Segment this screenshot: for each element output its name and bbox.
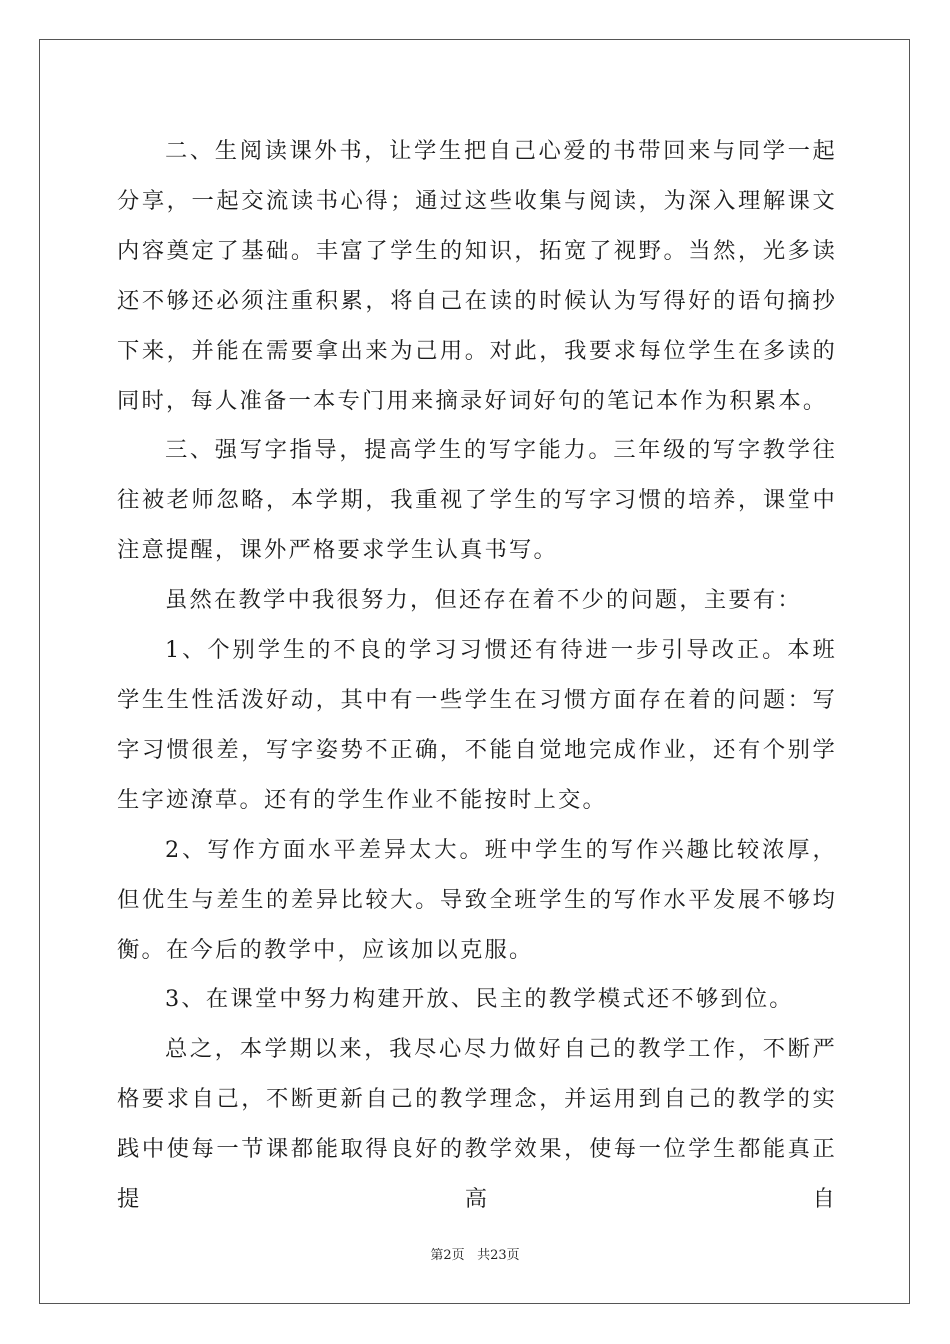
- paragraph: 1、个别学生的不良的学习习惯还有待进一步引导改正。本班学生生性活泼好动，其中有一些学生在习惯方面存在着的问题：写字习惯很差，写字姿势不正确，不能自觉地完成作业，还有个别学生字迹潦草。还有的学生作业不能按时上交。: [117, 637, 837, 813]
- page-number: 第2页: [430, 1248, 465, 1263]
- paragraph: 虽然在教学中我很努力，但还存在着不少的问题，主要有：: [165, 587, 802, 614]
- document-body: [117, 127, 837, 1225]
- paragraph: 二、生阅读课外书，让学生把自己心爱的书带回来与同学一起分享，一起交流读书心得；通过这些收集与阅读，为深入理解课文内容奠定了基础。丰富了学生的知识，拓宽了视野。当然，光多读还不够还必须注重积累，将自己在读的时候认为写得好的语句摘抄下来，并能在需要拿出来为己用。对此，我要求每位学生在多读的同时，每人准备一本专门用来摘录好词好句的笔记本作为积累本。: [117, 138, 837, 414]
- paragraph: 3、在课堂中努力构建开放、民主的教学模式还不够到位。: [165, 986, 794, 1013]
- paragraph: 三、强写字指导，提高学生的写字能力。三年级的写字教学往往被老师忽略，本学期，我重视了学生的写字习惯的培养，课堂中注意提醒，课外严格要求学生认真书写。: [117, 437, 837, 564]
- paragraph: 总之，本学期以来，我尽心尽力做好自己的教学工作，不断严格要求自己，不断更新自己的教学理念，并运用到自己的教学的实践中使每一节课都能取得良好的教学效果，使每一位学生都能真正提高自: [117, 1036, 837, 1213]
- page-total: 共23页: [477, 1248, 520, 1263]
- footer-gap: [465, 1248, 477, 1263]
- paragraph: 2、写作方面水平差异太大。班中学生的写作兴趣比较浓厚，但优生与差生的差异比较大。导致全班学生的写作水平发展不够均衡。在今后的教学中，应该加以克服。: [117, 836, 837, 963]
- page-footer: [0, 1248, 950, 1264]
